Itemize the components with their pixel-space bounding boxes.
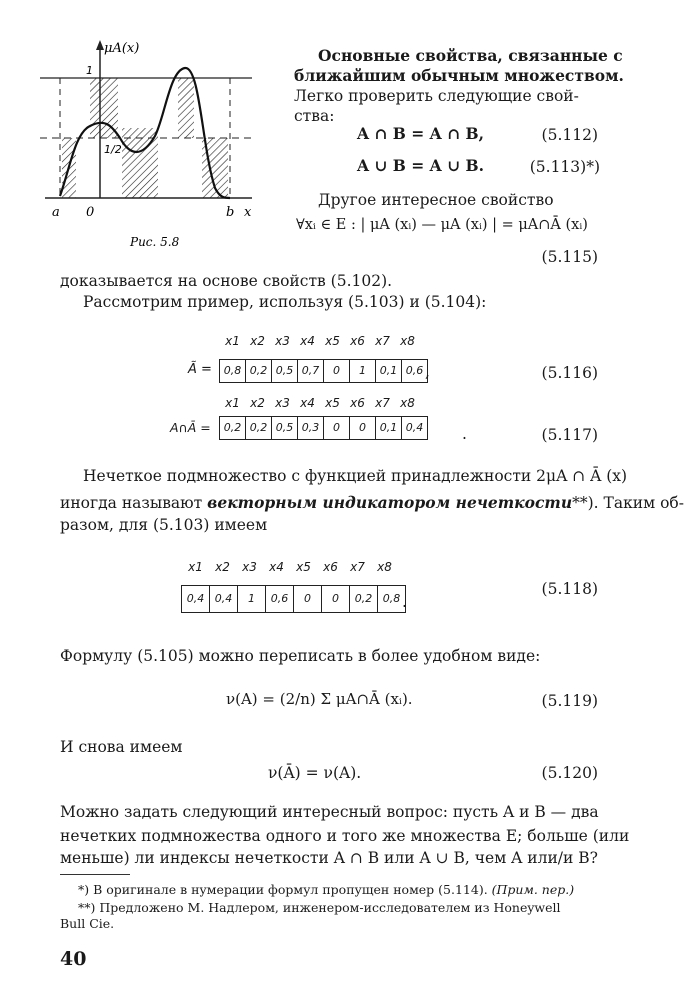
equation-label-5-119: (5.119)	[541, 692, 598, 710]
comma: ,	[425, 363, 430, 381]
equation-label-5-117: (5.117)	[541, 426, 598, 444]
index-row-118	[182, 560, 398, 574]
index-x4: x4	[300, 334, 315, 348]
text-span: иногда называют	[60, 494, 208, 512]
footnote-1	[78, 882, 574, 898]
index-x4: x4	[300, 396, 315, 410]
vector-cell: 0,2	[246, 417, 272, 439]
question-line-2: нечетких подмножества одного и того же множества E; больше (или	[60, 827, 630, 845]
index-x6: x6	[350, 334, 365, 348]
index-x8: x8	[400, 396, 415, 410]
figure-5-8	[30, 38, 260, 253]
vector-116-lhs: Ã =	[188, 362, 212, 377]
vector-para-line-1: Нечеткое подмножество с функцией принадлежности 2μA ∩ Ā (x)	[83, 467, 628, 485]
footnote-2-line-1: **) Предложено М. Надлером, инженером-исследователем из Honeywell	[78, 900, 561, 915]
vector-5-118	[181, 585, 406, 613]
index-row-117	[220, 396, 420, 410]
vector-cell: 1	[238, 586, 266, 612]
heading-line-1: Основные свойства, связанные с	[318, 46, 623, 65]
vector-cell: 0,6	[405, 364, 424, 377]
vector-cell: 0,4	[210, 586, 238, 612]
vector-cell: 1	[350, 360, 376, 382]
term-vector-indicator: векторным индикатором нечеткости	[207, 493, 573, 512]
question-line-1: Можно задать следующий интересный вопрос: пусть A и B — два	[60, 803, 599, 821]
example-line: Рассмотрим пример, используя (5.103) и (5.104):	[83, 293, 487, 311]
hatch-region	[178, 78, 194, 138]
equation-label-5-115: (5.115)	[541, 248, 598, 266]
period: .	[462, 425, 467, 443]
and-again-line: И снова имеем	[60, 738, 183, 756]
y-one-label: 1	[86, 64, 93, 77]
index-x3: x3	[242, 560, 257, 574]
vector-cell: 0	[350, 417, 376, 439]
y-axis-arrow	[96, 40, 104, 50]
index-x8: x8	[377, 560, 392, 574]
vector-cell: 0,1	[376, 417, 402, 439]
figure-caption: Рис. 5.8	[130, 235, 180, 249]
vector-cell: 0,8	[220, 360, 246, 382]
equation-5-115: ∀xᵢ ∈ E : | μA (xᵢ) — μA (xᵢ) | = μA∩Ā (xᵢ)	[296, 217, 588, 233]
vector-117-lhs: A∩Ā =	[170, 420, 211, 435]
vector-cell: 0,2	[220, 417, 246, 439]
y-axis-label: μA(x)	[104, 41, 140, 56]
equation-label-5-118: (5.118)	[541, 580, 598, 598]
vector-cell: 0	[324, 360, 350, 382]
vector-cell: 0	[294, 586, 322, 612]
vector-5-117	[219, 416, 428, 440]
vector-cell: 0,3	[298, 417, 324, 439]
equation-5-120: ν(Ā) = ν(A).	[268, 764, 362, 782]
equation-5-113: A ∪ B = A ∪ B.	[357, 156, 484, 175]
text-line-2: ства:	[294, 107, 335, 125]
footnote-rule	[60, 874, 130, 875]
index-x8: x8	[400, 334, 415, 348]
y-half-label: 1/2	[104, 143, 122, 156]
index-row-116	[220, 334, 420, 348]
vector-para-line-2	[60, 493, 684, 513]
index-x6: x6	[350, 396, 365, 410]
vector-para-line-3: разом, для (5.103) имеем	[60, 516, 268, 534]
index-x5: x5	[325, 334, 340, 348]
equation-label-5-120: (5.120)	[541, 764, 598, 782]
equation-label-5-116: (5.116)	[541, 364, 598, 382]
equation-5-119: ν(A) = (2/n) Σ μA∩Ā (xᵢ).	[226, 690, 413, 708]
heading-line-2: ближайшим обычным множеством.	[294, 66, 624, 85]
index-x1: x1	[188, 560, 203, 574]
period: .	[402, 593, 407, 611]
vector-cell: 0	[324, 417, 350, 439]
index-x5: x5	[296, 560, 311, 574]
proof-line: доказывается на основе свойств (5.102).	[60, 272, 393, 290]
vector-cell: 0,8	[382, 592, 401, 605]
vector-cell: 0,2	[350, 586, 378, 612]
index-x2: x2	[215, 560, 230, 574]
equation-label-5-112: (5.112)	[541, 126, 598, 144]
x-a-label: a	[52, 205, 60, 220]
vector-cell: 0,1	[376, 360, 402, 382]
text-line-1: Легко проверить следующие свой-	[294, 87, 579, 105]
vector-cell: 0,4	[405, 421, 424, 434]
page-number: 40	[60, 948, 87, 970]
membership-plot	[30, 38, 260, 253]
equation-5-112: A ∩ B = A ∩ B,	[357, 124, 484, 143]
vector-cell: 0,5	[272, 360, 298, 382]
formula-para: Формулу (5.105) можно переписать в более удобном виде:	[60, 647, 541, 665]
index-x3: x3	[275, 334, 290, 348]
index-x1: x1	[225, 334, 240, 348]
other-property-text: Другое интересное свойство	[318, 191, 554, 209]
vector-cell: 0,4	[182, 586, 210, 612]
x-axis-label: x	[244, 205, 252, 220]
index-x7: x7	[375, 396, 390, 410]
text-span: **). Таким об-	[572, 494, 684, 512]
x-zero-label: 0	[86, 205, 95, 220]
index-x4: x4	[269, 560, 284, 574]
index-x7: x7	[350, 560, 365, 574]
text-span: *) В оригинале в нумерации формул пропущен номер (5.114).	[78, 882, 492, 897]
equation-label-5-113: (5.113)*)	[529, 158, 600, 176]
index-x1: x1	[225, 396, 240, 410]
vector-cell: 0	[322, 586, 350, 612]
vector-5-116	[219, 359, 428, 383]
x-b-label: b	[226, 205, 235, 220]
vector-cell: 0,2	[246, 360, 272, 382]
index-x5: x5	[325, 396, 340, 410]
vector-cell: 0,7	[298, 360, 324, 382]
index-x2: x2	[250, 396, 265, 410]
index-x3: x3	[275, 396, 290, 410]
vector-cell: 0,5	[272, 417, 298, 439]
question-line-3: меньше) ли индексы нечеткости A ∩ B или A ∪ B, чем A или/и B?	[60, 849, 598, 867]
index-x2: x2	[250, 334, 265, 348]
footnote-2-line-2: Bull Cie.	[60, 916, 115, 931]
vector-cell: 0,6	[266, 586, 294, 612]
index-x7: x7	[375, 334, 390, 348]
index-x6: x6	[323, 560, 338, 574]
translator-note: (Прим. пер.)	[491, 882, 575, 897]
